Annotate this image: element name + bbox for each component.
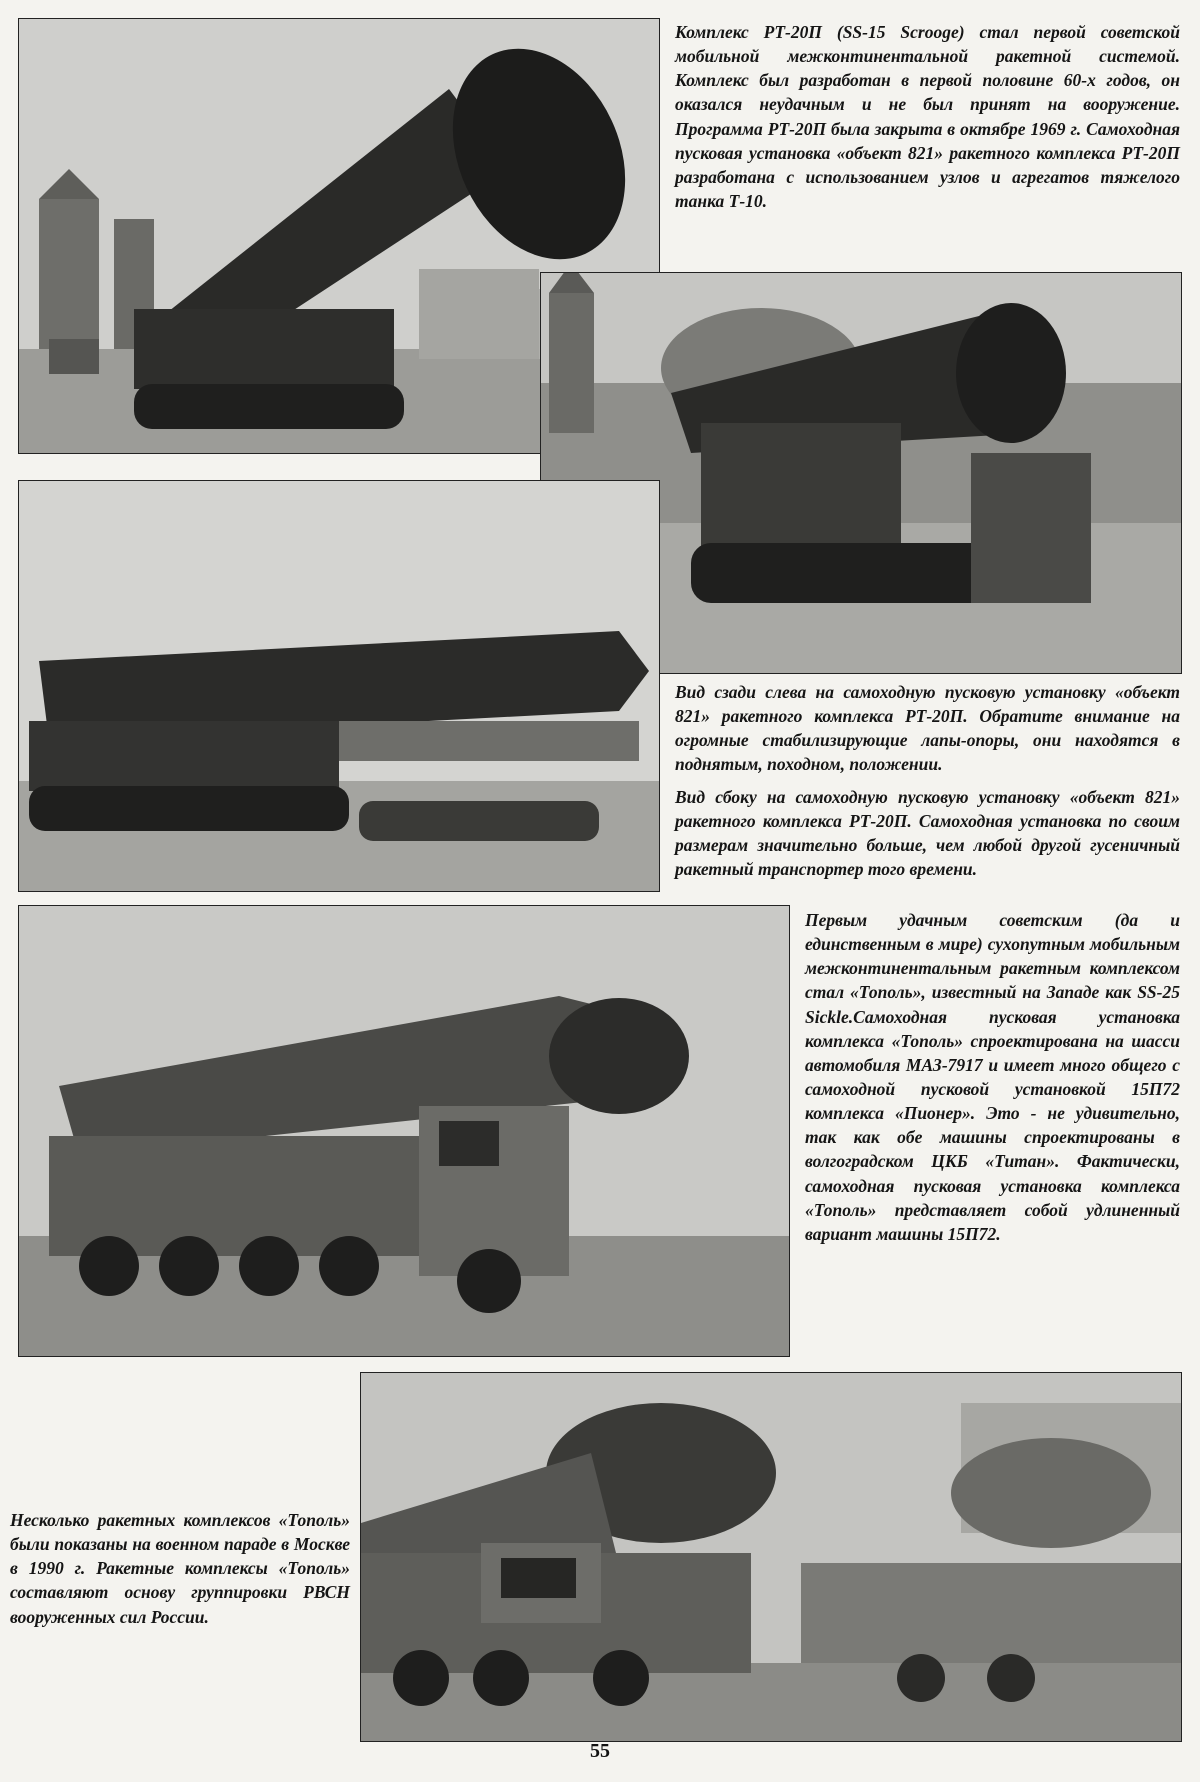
caption-topol	[805, 908, 1180, 1254]
page-number: 55	[590, 1740, 610, 1762]
photo-topol-parade-1990	[360, 1372, 1182, 1742]
caption-parade-1990	[10, 1508, 350, 1637]
caption-rt20p-intro-text: Комплекс РТ-20П (SS-15 Scrooge) стал первой советской мобильной межконтинентальной ракетной системой. Комплекс был разработан в первой половине 60-х годов, он оказался неудачным и не был принят на вооружение. Программа РТ-20П была закрыта в октябре 1969 г. Самоходная пусковая установка «объект 821» ракетного комплекса РТ-20П разработана с использованием узлов и агрегатов тяжелого танка Т-10.	[675, 22, 1180, 211]
caption-rt20p-intro	[675, 20, 1180, 221]
caption-parade-1990-text: Несколько ракетных комплексов «Тополь» были показаны на военном параде в Москве в 1990 г. Ракетные комплексы «Тополь» составляют основу группировки РВСН вооруженных сил России.	[10, 1510, 350, 1627]
photo-topol-launcher	[18, 905, 790, 1357]
caption-side-view-text: Вид сбоку на самоходную пусковую установку «объект 821» ракетного комплекса РТ-20П. Самоходная установка по своим размерам значительно больше, чем любой другой гусеничный ракетный транспортер того времени.	[675, 786, 1180, 879]
topol-launcher-image	[19, 906, 789, 1356]
caption-topol-text: Первым удачным советским (да и единственным в мире) сухопутным мобильным межконтинентальным ракетным комплексом стал «Тополь», известный на Западе как SS-25 Sickle.Самоходная пусковая установка комплекса «Тополь» спроектирована на шасси автомобиля МАЗ-7917 и имеет много общего с самоходной пусковой установкой 15П72 комплекса «Пионер». Это - не удивительно, так как обе машины спроектированы в волгоградском ЦКБ «Титан». Фактически, самоходная пусковая установка комплекса «Тополь» представляет собой удлиненный вариант машины 15П72.	[805, 910, 1180, 1244]
photo-rt20p-side	[18, 480, 660, 892]
caption-rear-view-text: Вид сзади слева на самоходную пусковую установку «объект 821» ракетного комплекса РТ-20П. Обратите внимание на огромные стабилизирующие лапы-опоры, они находятся в поднятым, походном, положении.	[675, 682, 1180, 775]
caption-rear-and-side	[675, 680, 1180, 889]
rt20p-side-image	[19, 481, 659, 891]
topol-parade-image	[361, 1373, 1181, 1741]
